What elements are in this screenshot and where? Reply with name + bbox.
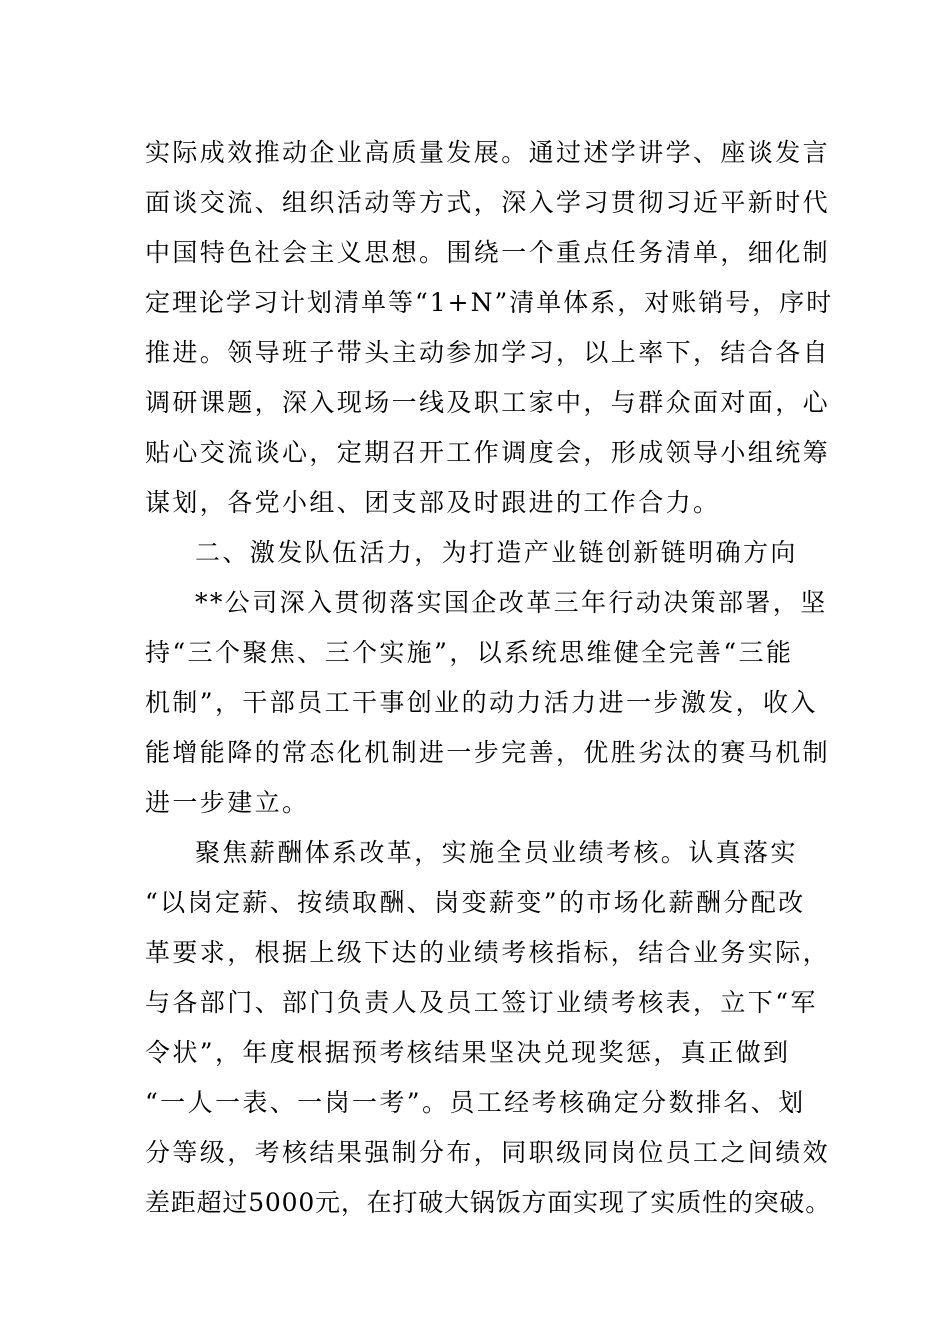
text-line: 面谈交流、组织活动等方式，深入学习贯彻习近平新时代 [145, 188, 831, 217]
section-heading: 二、激发队伍活力，为打造产业链创新链明确方向 [195, 538, 798, 567]
text-line: 差距超过5000元，在打破大锅饭方面实现了实质性的突破。 [145, 1188, 832, 1217]
text-line: 定理论学习计划清单等“1+N”清单体系，对账销号，序时 [145, 288, 834, 317]
text-line: 能增能降的常态化机制进一步完善，优胜劣汰的赛马机制 [145, 738, 831, 767]
text-line: 革要求，根据上级下达的业绩考核指标，结合业务实际， [145, 938, 831, 967]
text-line: 机制”，干部员工干事创业的动力活力进一步激发，收入 [145, 688, 818, 717]
text-line: 分等级，考核结果强制分布，同职级同岗位员工之间绩效 [145, 1138, 831, 1167]
text-line: “一人一表、一岗一考”。员工经考核确定分数排名、划 [145, 1088, 806, 1117]
text-line: “以岗定薪、按绩取酬、岗变薪变”的市场化薪酬分配改 [145, 888, 806, 917]
text-line: 推进。领导班子带头主动参加学习，以上率下，结合各自 [145, 338, 831, 367]
text-line: 进一步建立。 [145, 788, 310, 817]
text-line: 中国特色社会主义思想。围绕一个重点任务清单，细化制 [145, 238, 831, 267]
paragraph-first-line: **公司深入贯彻落实国企改革三年行动决策部署，坚 [195, 588, 828, 617]
text-line: 调研课题，深入现场一线及职工家中，与群众面对面，心 [145, 388, 831, 417]
text-line: 谋划，各党小组、团支部及时跟进的工作合力。 [145, 488, 721, 517]
paragraph-first-line: 聚焦薪酬体系改革，实施全员业绩考核。认真落实 [195, 838, 798, 867]
text-line: 贴心交流谈心，定期召开工作调度会，形成领导小组统筹 [145, 438, 831, 467]
text-line: 令状”，年度根据预考核结果坚决兑现奖惩，真正做到 [145, 1038, 791, 1067]
text-line: 持“三个聚焦、三个实施”，以系统思维健全完善“三能 [145, 638, 794, 667]
text-line: 与各部门、部门负责人及员工签订业绩考核表，立下“军 [145, 988, 818, 1017]
text-line: 实际成效推动企业高质量发展。通过述学讲学、座谈发言 [145, 138, 831, 167]
